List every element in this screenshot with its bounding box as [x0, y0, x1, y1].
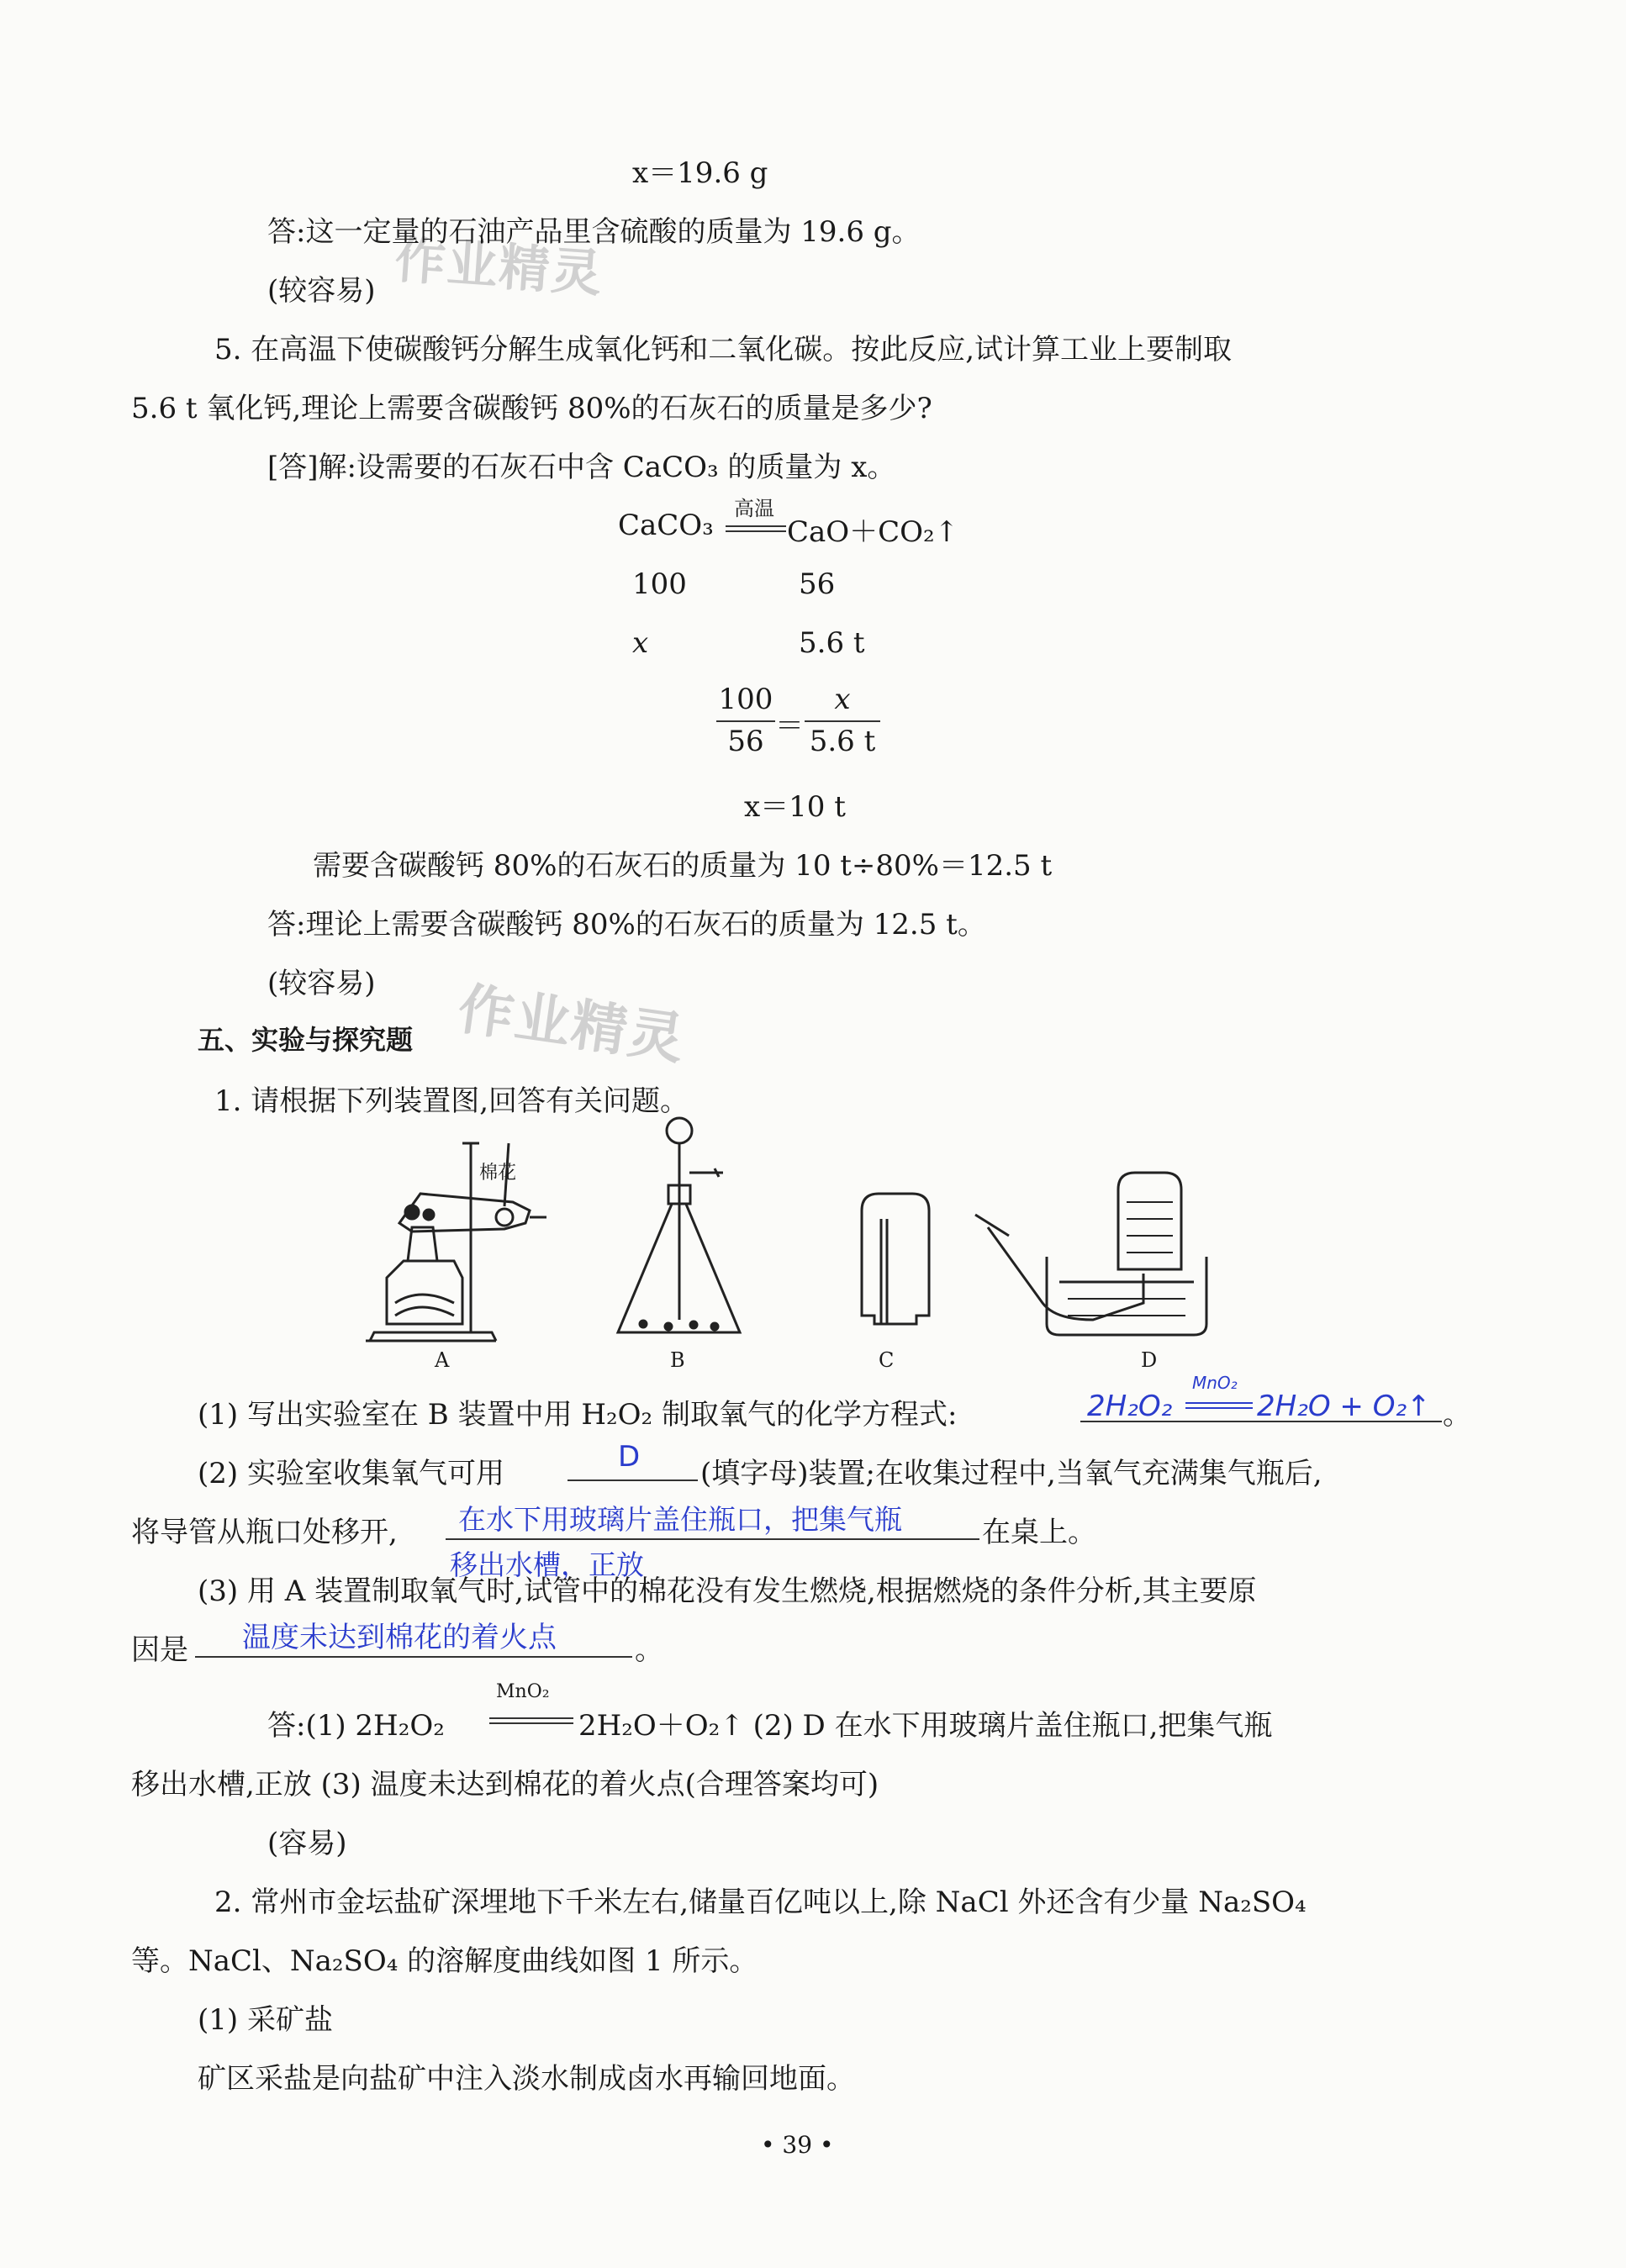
difficulty: (容易) [267, 1827, 347, 1860]
hand-double-line [1185, 1402, 1253, 1404]
handwritten-answer-1b: 2H₂O + O₂↑ [1257, 1390, 1431, 1423]
handwritten-answer-4: 温度未达到棉花的着火点 [242, 1621, 557, 1654]
label-c: C [879, 1348, 895, 1372]
answer-blank [195, 1656, 632, 1658]
fraction-bar [805, 720, 880, 722]
part-2-line2: 将导管从瓶口处移开, [131, 1516, 398, 1549]
ratio-cell: 5.6 t [799, 626, 865, 660]
text-line: x＝19.6 g [632, 156, 768, 190]
answer-line-1b: 2H₂O＋O₂↑ (2) D 在水下用玻璃片盖住瓶口,把集气瓶 [578, 1709, 1273, 1743]
handwritten-answer-3b: 移出水槽，正放 [450, 1548, 644, 1581]
handwritten-answer-3: 在水下用玻璃片盖住瓶口，把集气瓶 [458, 1503, 902, 1536]
label-cotton: 棉花 [479, 1163, 517, 1184]
answer-line-1: 答:(1) 2H₂O₂ [267, 1709, 445, 1743]
ratio-cell: 56 [799, 567, 836, 601]
fraction-num: 100 [718, 683, 773, 716]
label-d: D [1141, 1348, 1158, 1372]
part-2-end: 在桌上。 [982, 1516, 1096, 1549]
question-2: 2. 常州市金坛盐矿深埋地下千米左右,储量百亿吨以上,除 NaCl 外还含有少量 Na₂SO₄ [214, 1886, 1307, 1919]
section-title: 五、实验与探究题 [198, 1024, 414, 1056]
eq-double-line [726, 525, 786, 527]
text-line: 答:这一定量的石油产品里含硫酸的质量为 19.6 g。 [267, 215, 921, 249]
text-line: 矿区采盐是向盐矿中注入淡水制成卤水再输回地面。 [198, 2062, 855, 2096]
label-b: B [670, 1348, 685, 1372]
label-a: A [435, 1348, 450, 1372]
handwritten-condition: MnO₂ [1192, 1373, 1238, 1393]
part-1: (1) 写出实验室在 B 装置中用 H₂O₂ 制取氧气的化学方程式: [198, 1398, 958, 1432]
text-line: [答]解:设需要的石灰石中含 CaCO₃ 的质量为 x。 [267, 451, 896, 484]
question-5: 5. 在高温下使碳酸钙分解生成氧化钙和二氧化碳。按此反应,试计算工业上要制取 [214, 333, 1233, 367]
part-3: (3) 用 A 装置制取氧气时,试管中的棉花没有发生燃烧,根据燃烧的条件分析,其主要原 [198, 1574, 1257, 1608]
text-line: 需要含碳酸钙 80%的石灰石的质量为 10 t÷80%＝12.5 t [313, 849, 1053, 883]
text-line: 等。NaCl、Na₂SO₄ 的溶解度曲线如图 1 所示。 [131, 1944, 758, 1978]
handwritten-answer-2: D [618, 1440, 641, 1474]
eq-condition: 高温 [734, 497, 774, 520]
fraction-bar [716, 720, 775, 722]
answer-condition: MnO₂ [496, 1681, 550, 1702]
ratio-cell: 100 [632, 567, 687, 601]
eq-right: CaO＋CO₂↑ [787, 515, 959, 549]
fraction-equals: ＝ [775, 709, 804, 743]
apparatus-c [862, 1194, 929, 1324]
answer-double-line [489, 1717, 573, 1719]
answer-line-2: 移出水槽,正放 (3) 温度未达到棉花的着火点(合理答案均可) [131, 1768, 879, 1801]
text-line: (较容易) [267, 274, 376, 308]
text-line: (1) 采矿盐 [198, 2003, 333, 2037]
period: 。 [1443, 1398, 1471, 1432]
text-line: 5.6 t 氧化钙,理论上需要含碳酸钙 80%的石灰石的质量是多少? [131, 392, 932, 425]
answer-blank [1080, 1421, 1442, 1422]
answer-blank [446, 1538, 979, 1540]
answer-double-line [489, 1722, 573, 1724]
ratio-cell: x [632, 626, 649, 660]
fraction-den: 5.6 t [809, 725, 876, 758]
watermark: 作业精灵 [454, 976, 690, 1073]
fraction-num: x [834, 683, 851, 716]
hand-double-line [1185, 1407, 1253, 1409]
apparatus-a [366, 1332, 496, 1341]
eq-left: CaCO₃ [618, 509, 714, 542]
period: 。 [635, 1633, 663, 1667]
watermark: 作业精灵 [393, 230, 605, 304]
handwritten-answer-1: 2H₂O₂ [1087, 1390, 1173, 1423]
eq-double-line [726, 530, 786, 532]
text-line: x＝10 t [744, 790, 846, 824]
page-number: • 39 • [761, 2131, 834, 2159]
text-line: (较容易) [267, 967, 376, 1000]
fraction-den: 56 [727, 725, 764, 758]
text-line: 答:理论上需要含碳酸钙 80%的石灰石的质量为 12.5 t。 [267, 908, 986, 941]
part-2: (2) 实验室收集氧气可用 [198, 1457, 504, 1490]
answer-blank [568, 1479, 698, 1481]
part-3-line2: 因是 [131, 1633, 188, 1667]
part-2-cont: (填字母)装置;在收集过程中,当氧气充满集气瓶后, [700, 1457, 1322, 1490]
question-1: 1. 请根据下列装置图,回答有关问题。 [214, 1084, 689, 1118]
apparatus-figure [336, 1110, 1211, 1387]
